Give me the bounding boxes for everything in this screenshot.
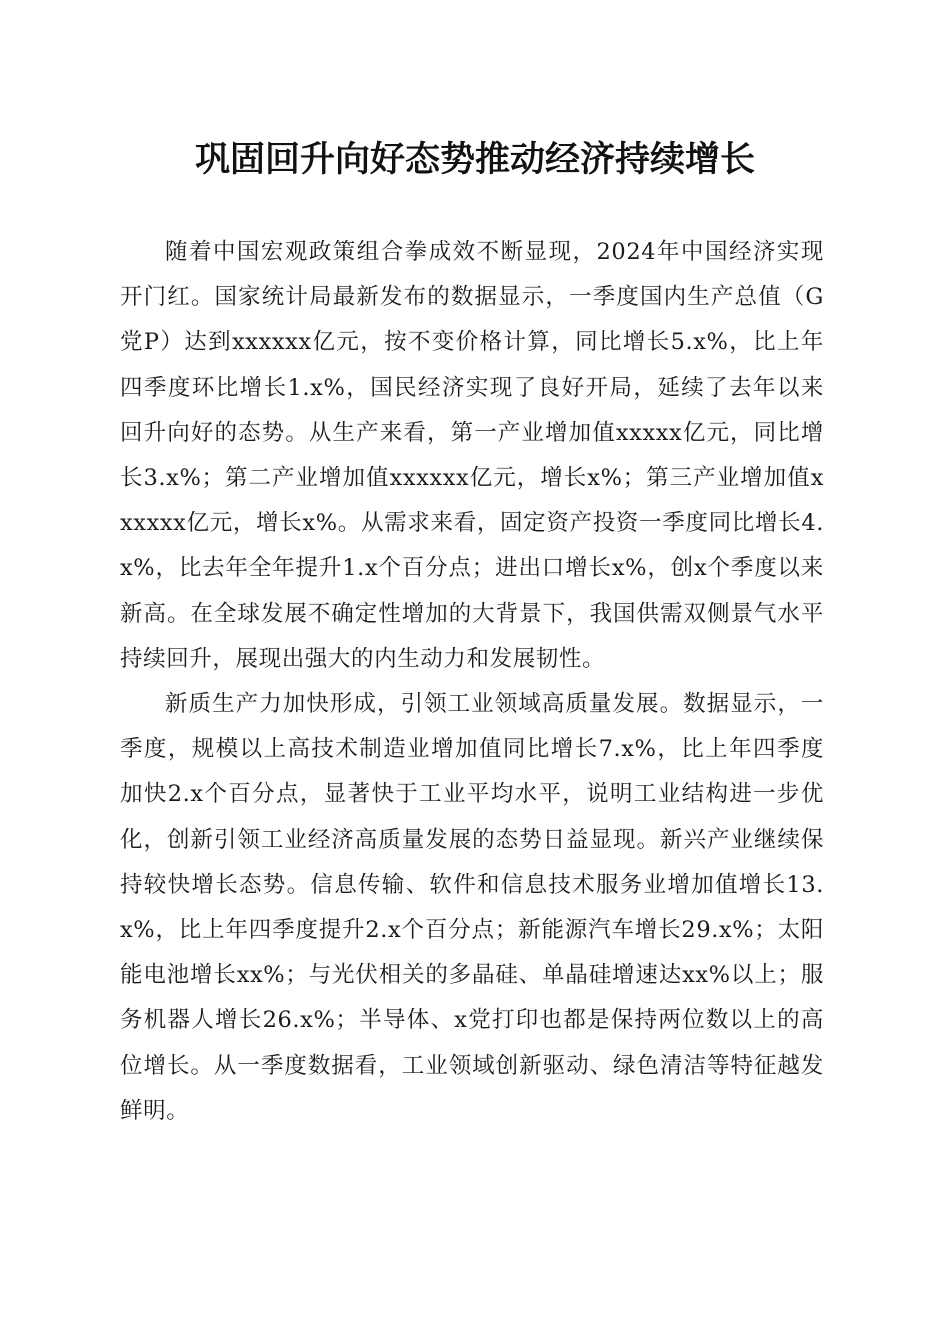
document-body xyxy=(120,230,824,1134)
paragraph-2: 新质生产力加快形成，引领工业领域高质量发展。数据显示，一季度，规模以上高技术制造业增加值同比增长7.x%，比上年四季度加快2.x个百分点，显著快于工业平均水平，说明工业结构进一步优化，创新引领工业经济高质量发展的态势日益显现。新兴产业继续保持较快增长态势。信息传输、软件和信息技术服务业增加值增长13.x%，比上年四季度提升2.x个百分点；新能源汽车增长29.x%；太阳能电池增长xx%；与光伏相关的多晶硅、单晶硅增速达xx%以上；服务机器人增长26.x%；半导体、x党打印也都是保持两位数以上的高位增长。从一季度数据看，工业领域创新驱动、绿色清洁等特征越发鲜明。 xyxy=(120,691,824,1124)
document-title: 巩固回升向好态势推动经济持续增长 xyxy=(194,139,755,180)
paragraph-1: 随着中国宏观政策组合拳成效不断显现，2024年中国经济实现开门红。国家统计局最新发布的数据显示，一季度国内生产总值（G党P）达到xxxxxx亿元，按不变价格计算，同比增长5.x%，比上年四季度环比增长1.x%，国民经济实现了良好开局，延续了去年以来回升向好的态势。从生产来看，第一产业增加值xxxxx亿元，同比增长3.x%；第二产业增加值xxxxxx亿元，增长x%；第三产业增加值xxxxxx亿元，增长x%。从需求来看，固定资产投资一季度同比增长4.x%，比去年全年提升1.x个百分点；进出口增长x%，创x个季度以来新高。在全球发展不确定性增加的大背景下，我国供需双侧景气水平持续回升，展现出强大的内生动力和发展韧性。 xyxy=(120,239,824,672)
